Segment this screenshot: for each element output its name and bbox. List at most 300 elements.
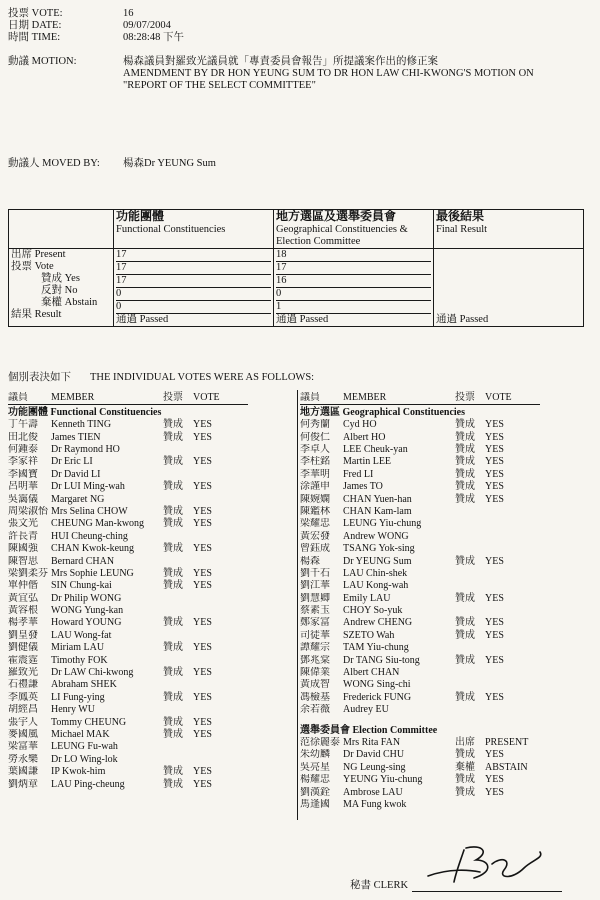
member-name-en: CHAN Yuen-han xyxy=(343,493,412,505)
member-name-cn: 吳靄儀 xyxy=(8,493,38,505)
final-header xyxy=(434,210,584,249)
member-row xyxy=(300,493,540,505)
member-name-en: Frederick FUNG xyxy=(343,691,412,703)
final-result: 通過 Passed xyxy=(436,314,489,325)
member-name-cn: 劉炳章 xyxy=(8,778,38,790)
member-row xyxy=(8,629,248,641)
member-name-en: Dr YEUNG Sum xyxy=(343,555,412,567)
member-name-en: Dr TANG Siu-tong xyxy=(343,654,420,666)
member-row xyxy=(8,729,248,741)
member-name-cn: 梁富華 xyxy=(8,741,38,753)
gc-votes-table xyxy=(300,392,540,811)
gc-header-en-2: Election Committee xyxy=(276,235,361,247)
member-vote-cn: 贊成 xyxy=(163,543,183,555)
member-name-en: Andrew WONG xyxy=(343,530,409,542)
member-name-cn: 楊孝華 xyxy=(8,617,38,629)
results-corner xyxy=(9,210,114,249)
time-label: 時間 TIME: xyxy=(8,32,61,43)
member-vote-en: YES xyxy=(193,567,212,579)
member-vote-en: YES xyxy=(193,716,212,728)
member-name-cn: 張宇人 xyxy=(8,716,38,728)
member-row xyxy=(8,506,248,518)
member-row xyxy=(8,679,248,691)
member-vote-en: YES xyxy=(193,518,212,530)
member-name-cn: 曾鈺成 xyxy=(300,543,330,555)
fc-votes-table xyxy=(8,392,248,791)
member-name-en: Emily LAU xyxy=(343,592,391,604)
member-name-en: TAM Yiu-chung xyxy=(343,642,409,654)
clerk-label: 秘書 CLERK xyxy=(350,880,409,891)
member-row xyxy=(8,444,248,456)
member-row xyxy=(300,737,540,749)
member-vote-cn: 贊成 xyxy=(163,766,183,778)
member-row xyxy=(300,468,540,480)
member-vote-cn: 贊成 xyxy=(163,481,183,493)
member-row xyxy=(300,667,540,679)
member-name-en: MA Fung kwok xyxy=(343,798,407,810)
member-vote-en: YES xyxy=(193,543,212,555)
member-row xyxy=(8,518,248,530)
member-name-en: Audrey EU xyxy=(343,704,389,716)
vote-label: 投票 VOTE: xyxy=(8,8,63,19)
member-vote-en: YES xyxy=(193,456,212,468)
member-name-en: Albert CHAN xyxy=(343,667,400,679)
member-vote-cn: 出席 xyxy=(455,736,475,748)
motion-label: 動議 MOTION: xyxy=(8,56,77,67)
row-label-no: 反對 No xyxy=(41,285,78,296)
member-vote-cn: 贊成 xyxy=(163,456,183,468)
member-row xyxy=(8,617,248,629)
member-name-cn: 李鳳英 xyxy=(8,691,38,703)
member-name-en: James TIEN xyxy=(51,431,101,443)
member-vote-en: YES xyxy=(485,774,504,786)
member-row xyxy=(8,753,248,765)
member-vote-en: YES xyxy=(485,786,504,798)
member-vote-en: YES xyxy=(485,456,504,468)
member-row xyxy=(300,629,540,641)
member-name-cn: 涂謹申 xyxy=(300,481,330,493)
member-vote-cn: 贊成 xyxy=(455,786,475,798)
individual-votes-en: THE INDIVIDUAL VOTES WERE AS FOLLOWS: xyxy=(90,372,315,383)
member-vote-en: YES xyxy=(485,555,504,567)
member-vote-en: YES xyxy=(193,505,212,517)
member-vote-cn: 贊成 xyxy=(455,419,475,431)
member-name-en: YEUNG Yiu-chung xyxy=(343,774,423,786)
gc-section-title: 地方選區 Geographical Constituencies xyxy=(300,406,465,418)
member-row xyxy=(300,431,540,443)
member-name-cn: 黃宏發 xyxy=(300,530,330,542)
member-name-en: Dr Eric LI xyxy=(51,456,93,468)
member-name-en: Abraham SHEK xyxy=(51,679,117,691)
results-table xyxy=(8,209,584,327)
member-name-cn: 馮檢基 xyxy=(300,691,330,703)
member-row xyxy=(300,799,540,811)
member-vote-cn: 贊成 xyxy=(163,667,183,679)
member-vote-cn: 贊成 xyxy=(455,444,475,455)
final-header-cn: 最後結果 xyxy=(436,209,485,223)
member-name-en: LI Fung-ying xyxy=(51,691,105,703)
fc-header-en: Functional Constituencies xyxy=(116,223,226,235)
final-result-cell xyxy=(434,249,584,327)
gc-result: 通過 Passed xyxy=(276,314,329,325)
member-vote-cn: 贊成 xyxy=(455,749,475,761)
member-name-en: Mrs Rita FAN xyxy=(343,736,401,748)
member-row xyxy=(300,704,540,716)
ec-section-title: 選舉委員會 Election Committee xyxy=(300,724,438,736)
member-name-cn: 周梁淑怡 xyxy=(8,505,48,517)
member-vote-en: YES xyxy=(193,617,212,629)
row-label-vote: 投票 Vote xyxy=(11,261,54,272)
member-name-en: Margaret NG xyxy=(51,493,105,505)
member-row xyxy=(8,592,248,604)
member-name-cn: 楊森 xyxy=(300,555,320,567)
member-vote-en: YES xyxy=(485,419,504,431)
gc-present: 18 xyxy=(276,249,431,262)
member-name-en: LAU Chin-shek xyxy=(343,567,408,579)
member-name-en: WONG Sing-chi xyxy=(343,679,411,691)
member-vote-cn: 贊成 xyxy=(455,431,475,443)
fc-results xyxy=(114,249,274,327)
member-name-en: NG Leung-sing xyxy=(343,761,406,773)
fc-result: 通過 Passed xyxy=(116,314,169,325)
member-vote-cn: 贊成 xyxy=(163,567,183,579)
member-vote-cn: 贊成 xyxy=(163,431,183,443)
member-name-en: LAU Ping-cheung xyxy=(51,778,125,790)
fc-header xyxy=(114,210,274,249)
member-name-en: Dr Philip WONG xyxy=(51,592,122,604)
member-row xyxy=(8,456,248,468)
member-row xyxy=(300,543,540,555)
member-name-cn: 吳亮星 xyxy=(300,761,330,773)
member-name-cn: 田北俊 xyxy=(8,431,38,443)
member-vote-en: YES xyxy=(193,766,212,778)
member-name-cn: 劉健儀 xyxy=(8,642,38,654)
member-vote-en: YES xyxy=(193,431,212,443)
member-vote-en: YES xyxy=(193,642,212,654)
member-vote-en: YES xyxy=(193,728,212,740)
member-name-cn: 劉皇發 xyxy=(8,629,38,641)
col-vote-en: VOTE xyxy=(485,392,512,404)
member-vote-en: YES xyxy=(485,481,504,493)
member-name-cn: 劉慧卿 xyxy=(300,592,330,604)
member-name-en: Timothy FOK xyxy=(51,654,108,666)
member-name-cn: 何秀蘭 xyxy=(300,419,330,431)
member-name-en: CHAN Kam-lam xyxy=(343,505,412,517)
member-name-cn: 葉國謙 xyxy=(8,766,38,778)
member-name-cn: 李卓人 xyxy=(300,444,330,455)
member-vote-cn: 贊成 xyxy=(163,617,183,629)
member-vote-en: YES xyxy=(193,778,212,790)
fc-no: 0 xyxy=(116,288,271,301)
member-vote-cn: 贊成 xyxy=(163,580,183,592)
member-name-en: HUI Cheung-ching xyxy=(51,530,128,542)
member-name-cn: 勞永樂 xyxy=(8,753,38,765)
moved-by-label: 動議人 MOVED BY: xyxy=(8,158,100,169)
moved-by-value: 楊森Dr YEUNG Sum xyxy=(123,158,216,169)
row-label-abstain: 棄權 Abstain xyxy=(41,297,98,308)
member-vote-cn: 贊成 xyxy=(163,642,183,654)
gc-no: 0 xyxy=(276,288,431,301)
member-name-cn: 胡經昌 xyxy=(8,704,38,716)
vote-number: 16 xyxy=(123,8,134,19)
member-name-en: Fred LI xyxy=(343,468,374,480)
member-name-cn: 陳智思 xyxy=(8,555,38,567)
member-vote-cn: 贊成 xyxy=(163,778,183,790)
individual-votes-cn: 個別表決如下 xyxy=(8,372,71,383)
member-name-en: Martin LEE xyxy=(343,456,392,468)
member-name-cn: 劉江華 xyxy=(300,580,330,592)
member-row xyxy=(300,617,540,629)
member-vote-en: YES xyxy=(485,617,504,629)
member-name-en: Dr Raymond HO xyxy=(51,444,120,455)
clerk-line xyxy=(350,880,562,892)
member-name-en: Andrew CHENG xyxy=(343,617,413,629)
member-name-cn: 劉漢銓 xyxy=(300,786,330,798)
member-name-en: Dr David LI xyxy=(51,468,101,480)
member-name-en: CHEUNG Man-kwong xyxy=(51,518,145,530)
member-name-cn: 馬逢國 xyxy=(300,798,330,810)
member-row xyxy=(300,456,540,468)
member-vote-cn: 贊成 xyxy=(163,691,183,703)
member-row xyxy=(300,444,540,456)
member-name-cn: 黃成智 xyxy=(300,679,330,691)
member-row xyxy=(300,786,540,798)
member-vote-cn: 贊成 xyxy=(455,592,475,604)
member-vote-cn: 贊成 xyxy=(455,468,475,480)
member-row xyxy=(300,642,540,654)
member-name-cn: 李華明 xyxy=(300,468,330,480)
member-name-en: Dr David CHU xyxy=(343,749,405,761)
member-name-cn: 譚耀宗 xyxy=(300,642,330,654)
member-name-cn: 鄭家富 xyxy=(300,617,330,629)
gc-abstain: 1 xyxy=(276,301,431,314)
member-row xyxy=(300,605,540,617)
member-name-en: LAU Kong-wah xyxy=(343,580,409,592)
member-name-en: LEUNG Fu-wah xyxy=(51,741,118,753)
member-vote-en: ABSTAIN xyxy=(485,761,528,773)
member-vote-en: YES xyxy=(485,468,504,480)
fc-section-title: 功能團體 Functional Constituencies xyxy=(8,406,162,418)
member-vote-en: YES xyxy=(193,419,212,431)
member-row xyxy=(300,761,540,773)
member-row xyxy=(300,679,540,691)
member-name-cn: 陳偉業 xyxy=(300,667,330,679)
member-row xyxy=(300,592,540,604)
member-name-cn: 單仲偕 xyxy=(8,580,38,592)
member-row xyxy=(300,749,540,761)
member-row xyxy=(8,530,248,542)
member-name-en: Bernard CHAN xyxy=(51,555,115,567)
member-name-en: IP Kwok-him xyxy=(51,766,106,778)
member-row xyxy=(8,766,248,778)
member-name-en: TSANG Yok-sing xyxy=(343,543,415,555)
member-vote-en: PRESENT xyxy=(485,736,529,748)
fc-present: 17 xyxy=(116,249,271,262)
col-vote-en: VOTE xyxy=(193,392,220,404)
gc-header-cn: 地方選區及選舉委員會 xyxy=(276,209,397,223)
member-row xyxy=(8,555,248,567)
member-name-cn: 何俊仁 xyxy=(300,431,330,443)
member-vote-en: YES xyxy=(193,691,212,703)
member-name-cn: 麥國風 xyxy=(8,728,38,740)
member-vote-en: YES xyxy=(193,667,212,679)
member-name-cn: 何鍾泰 xyxy=(8,444,38,455)
member-name-en: Dr LUI Ming-wah xyxy=(51,481,125,493)
member-row xyxy=(8,642,248,654)
member-row xyxy=(8,667,248,679)
member-name-en: SIN Chung-kai xyxy=(51,580,112,592)
gc-yes: 16 xyxy=(276,275,431,288)
member-vote-en: YES xyxy=(485,654,504,666)
member-name-cn: 蔡素玉 xyxy=(300,605,330,617)
row-label-result: 結果 Result xyxy=(11,309,62,320)
member-name-en: CHOY So-yuk xyxy=(343,605,403,617)
fc-yes: 17 xyxy=(116,275,271,288)
member-name-cn: 陳國強 xyxy=(8,543,38,555)
member-name-cn: 霍震霆 xyxy=(8,654,38,666)
member-name-en: LAU Wong-fat xyxy=(51,629,112,641)
member-row xyxy=(8,654,248,666)
member-name-en: Dr LO Wing-lok xyxy=(51,753,118,765)
member-vote-cn: 棄權 xyxy=(455,761,475,773)
member-name-cn: 朱幼麟 xyxy=(300,749,330,761)
col-vote-cn: 投票 xyxy=(455,392,475,404)
member-row xyxy=(8,716,248,728)
member-name-en: Tommy CHEUNG xyxy=(51,716,127,728)
col-member-en: MEMBER xyxy=(343,392,387,404)
member-row xyxy=(8,741,248,753)
member-row xyxy=(8,778,248,790)
member-name-cn: 范徐麗泰 xyxy=(300,736,340,748)
vote-header xyxy=(8,8,184,44)
member-vote-cn: 贊成 xyxy=(455,493,475,505)
member-vote-cn: 贊成 xyxy=(455,774,475,786)
member-name-en: Albert HO xyxy=(343,431,386,443)
member-name-cn: 呂明華 xyxy=(8,481,38,493)
motion-title-en-1: AMENDMENT BY DR HON YEUNG SUM TO DR HON LAW CHI-KWONG'S MOTION ON xyxy=(123,68,534,80)
member-name-en: Cyd HO xyxy=(343,419,377,431)
column-divider xyxy=(297,390,298,820)
date-label: 日期 DATE: xyxy=(8,20,62,31)
member-vote-cn: 贊成 xyxy=(163,505,183,517)
member-vote-en: YES xyxy=(193,481,212,493)
final-header-en: Final Result xyxy=(436,223,488,235)
member-vote-cn: 贊成 xyxy=(455,481,475,493)
member-name-en: Dr LAW Chi-kwong xyxy=(51,667,134,679)
gc-header xyxy=(274,210,434,249)
fc-vote: 17 xyxy=(116,262,271,275)
member-name-en: Kenneth TING xyxy=(51,419,112,431)
member-vote-en: YES xyxy=(485,493,504,505)
row-label-present: 出席 Present xyxy=(11,249,66,260)
member-vote-cn: 贊成 xyxy=(163,518,183,530)
member-row xyxy=(300,419,540,431)
gc-header-en-1: Geographical Constituencies & xyxy=(276,223,408,235)
member-name-en: Michael MAK xyxy=(51,728,110,740)
col-member-cn: 議員 xyxy=(300,392,320,404)
member-row xyxy=(8,468,248,480)
member-vote-cn: 贊成 xyxy=(455,654,475,666)
gc-vote: 17 xyxy=(276,262,431,275)
member-name-en: Howard YOUNG xyxy=(51,617,122,629)
member-vote-en: YES xyxy=(485,691,504,703)
member-row xyxy=(300,555,540,567)
member-name-cn: 楊耀忠 xyxy=(300,774,330,786)
member-name-cn: 鄧兆棠 xyxy=(300,654,330,666)
fc-abstain: 0 xyxy=(116,301,271,314)
member-name-cn: 余若薇 xyxy=(300,704,330,716)
member-row xyxy=(8,481,248,493)
member-vote-cn: 贊成 xyxy=(455,629,475,641)
member-name-cn: 黃宜弘 xyxy=(8,592,38,604)
member-vote-en: YES xyxy=(485,431,504,443)
member-name-en: LEUNG Yiu-chung xyxy=(343,518,422,530)
member-name-en: James TO xyxy=(343,481,383,493)
row-label-yes: 贊成 Yes xyxy=(41,273,80,284)
member-row xyxy=(300,774,540,786)
motion-block xyxy=(8,56,563,92)
member-vote-cn: 贊成 xyxy=(163,728,183,740)
member-row xyxy=(8,543,248,555)
member-name-cn: 梁劉柔芬 xyxy=(8,567,48,579)
result-row-labels xyxy=(9,249,114,327)
member-vote-cn: 贊成 xyxy=(163,716,183,728)
member-row xyxy=(300,518,540,530)
member-vote-en: YES xyxy=(485,749,504,761)
member-row xyxy=(8,580,248,592)
member-name-cn: 張文光 xyxy=(8,518,38,530)
member-vote-en: YES xyxy=(485,592,504,604)
member-vote-en: YES xyxy=(485,629,504,641)
member-vote-en: YES xyxy=(193,580,212,592)
member-name-cn: 李國寶 xyxy=(8,468,38,480)
member-row xyxy=(300,530,540,542)
member-name-cn: 陳婉嫻 xyxy=(300,493,330,505)
member-name-cn: 劉千石 xyxy=(300,567,330,579)
motion-title-cn: 楊森議員對羅致光議員就「專責委員會報告」所提議案作出的修正案 xyxy=(123,56,438,67)
member-name-cn: 陳鑑林 xyxy=(300,505,330,517)
member-row xyxy=(8,704,248,716)
member-vote-cn: 贊成 xyxy=(455,617,475,629)
gc-results xyxy=(274,249,434,327)
member-name-cn: 司徒華 xyxy=(300,629,330,641)
fc-table-header xyxy=(8,392,248,405)
member-row xyxy=(300,481,540,493)
member-vote-cn: 贊成 xyxy=(455,691,475,703)
member-row xyxy=(8,419,248,431)
member-name-cn: 許長青 xyxy=(8,530,38,542)
member-row xyxy=(300,567,540,579)
fc-header-cn: 功能團體 xyxy=(116,209,165,223)
col-vote-cn: 投票 xyxy=(163,392,183,404)
member-row xyxy=(8,605,248,617)
member-name-en: Mrs Sophie LEUNG xyxy=(51,567,134,579)
member-name-cn: 梁耀忠 xyxy=(300,518,330,530)
member-row xyxy=(300,654,540,666)
member-name-cn: 李家祥 xyxy=(8,456,38,468)
member-row xyxy=(300,691,540,703)
gc-table-header xyxy=(300,392,540,405)
member-row xyxy=(300,580,540,592)
member-row xyxy=(8,493,248,505)
member-vote-cn: 贊成 xyxy=(455,456,475,468)
member-name-en: SZETO Wah xyxy=(343,629,395,641)
col-member-cn: 議員 xyxy=(8,392,28,404)
time-value: 08:28:48 下午 xyxy=(123,32,184,43)
moved-by xyxy=(8,158,216,170)
member-row xyxy=(8,567,248,579)
member-name-en: Henry WU xyxy=(51,704,95,716)
